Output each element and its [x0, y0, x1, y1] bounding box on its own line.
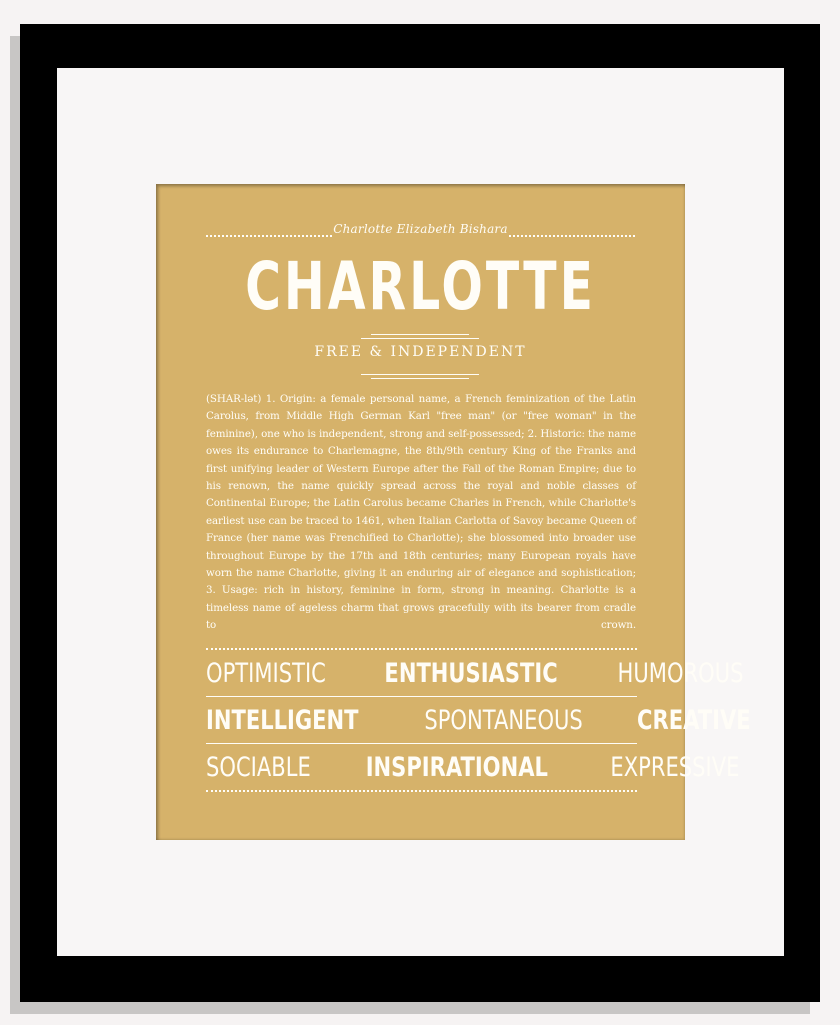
name-definition: (SHAR-lət) 1. Origin: a female personal name, a French feminization of the Latin Carolus, from Middle High German Karl "free man" (or "free woman" in the feminine), one who is independent, strong and self-possessed; 2. Historic: the name owes its endurance to Charlemagne, the 8th/9th century King of the Franks and first unifying leader of Western Europe after the Fall of the Roman Empire; due to his renown, the name quickly spread across the royal and noble classes of Continental Europe; the Latin Carolus became Charles in French, while Charlotte's earliest use can be traced to 1461, when Italian Carlotta of Savoy became Queen of France (her name was Frenchified to Charlotte); she blossomed into broader use throughout Europe by the 17th and 18th centuries; many European royals have worn the name Charlotte, giving it an enduring air of elegance and sophistication; 3. Usage: rich in history, feminine in form, strong in meaning. Charlotte is a timeless name of ageless charm that grows gracefully with its bearer from cradle to crown.	[206, 393, 636, 632]
trait: EXPRESSIVE	[610, 752, 740, 783]
trait: HUMOROUS	[617, 658, 744, 689]
trait: INSPIRATIONAL	[366, 752, 549, 783]
name-meaning: FREE & INDEPENDENT	[314, 344, 527, 360]
traits-row-1	[206, 657, 744, 691]
trait: SOCIABLE	[206, 752, 311, 783]
traits-row-2	[206, 704, 751, 738]
signature: Charlotte Elizabeth Bishara	[333, 222, 508, 236]
traits-separator	[206, 743, 637, 744]
dotted-line-traits-top	[206, 648, 637, 650]
rule-bottom-2	[371, 378, 469, 379]
name-print	[156, 184, 751, 840]
frame-mat	[57, 68, 784, 956]
name-title: CHARLOTTE	[245, 248, 596, 325]
rule-bottom	[361, 374, 479, 375]
trait: ENTHUSIASTIC	[384, 658, 558, 689]
trait: SPONTANEOUS	[423, 705, 583, 736]
trait: CREATIVE	[636, 705, 751, 736]
picture-frame	[20, 24, 820, 1002]
rule-top	[371, 334, 469, 335]
traits-separator	[206, 696, 637, 697]
trait: OPTIMISTIC	[206, 658, 326, 689]
dotted-line-traits-bottom	[206, 790, 637, 792]
rule-top-2	[361, 338, 479, 339]
traits-row-3	[206, 751, 740, 785]
trait: INTELLIGENT	[206, 705, 359, 736]
